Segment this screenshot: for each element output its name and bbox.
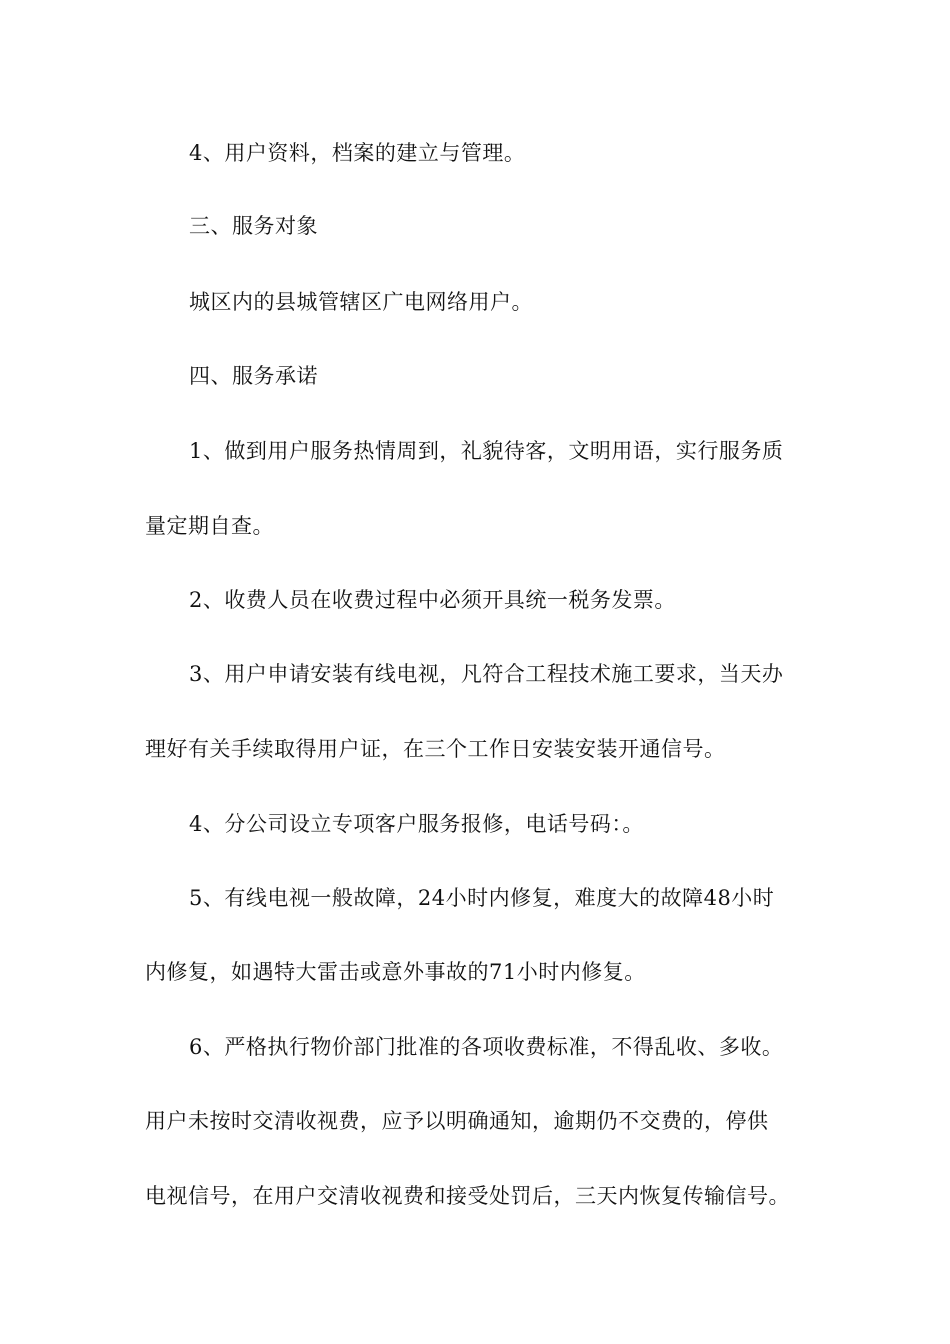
text-line-commitment-6: 6、严格执行物价部门批准的各项收费标准，不得乱收、多收。	[189, 1035, 784, 1059]
text-line-commitment-5-cont: 内修复，如遇特大雷击或意外事故的71小时内修复。	[145, 960, 646, 984]
text-line-commitment-3-cont: 理好有关手续取得用户证，在三个工作日安装安装开通信号。	[145, 737, 726, 761]
text-line-commitment-3: 3、用户申请安装有线电视，凡符合工程技术施工要求，当天办	[189, 662, 784, 686]
text-line-commitment-5: 5、有线电视一般故障，24小时内修复，难度大的故障48小时	[189, 886, 775, 910]
section-heading-service-commitments: 四、服务承诺	[189, 364, 318, 388]
text-line-commitment-6-cont-2: 电视信号，在用户交清收视费和接受处罚后，三天内恢复传输信号。	[145, 1184, 790, 1208]
text-line-commitment-1: 1、做到用户服务热情周到，礼貌待客，文明用语，实行服务质	[189, 439, 784, 463]
text-line-commitment-2: 2、收费人员在收费过程中必须开具统一税务发票。	[189, 588, 676, 612]
section-heading-service-targets: 三、服务对象	[189, 214, 318, 238]
text-line-commitment-6-cont-1: 用户未按时交清收视费，应予以明确通知，逾期仍不交费的，停供	[145, 1109, 769, 1133]
text-line-commitment-4: 4、分公司设立专项客户服务报修，电话号码：。	[189, 812, 644, 836]
text-line-item-4-records: 4、用户资料，档案的建立与管理。	[189, 141, 526, 165]
text-line-service-targets: 城区内的县城管辖区广电网络用户。	[189, 290, 533, 314]
text-line-commitment-1-cont: 量定期自查。	[145, 514, 274, 538]
